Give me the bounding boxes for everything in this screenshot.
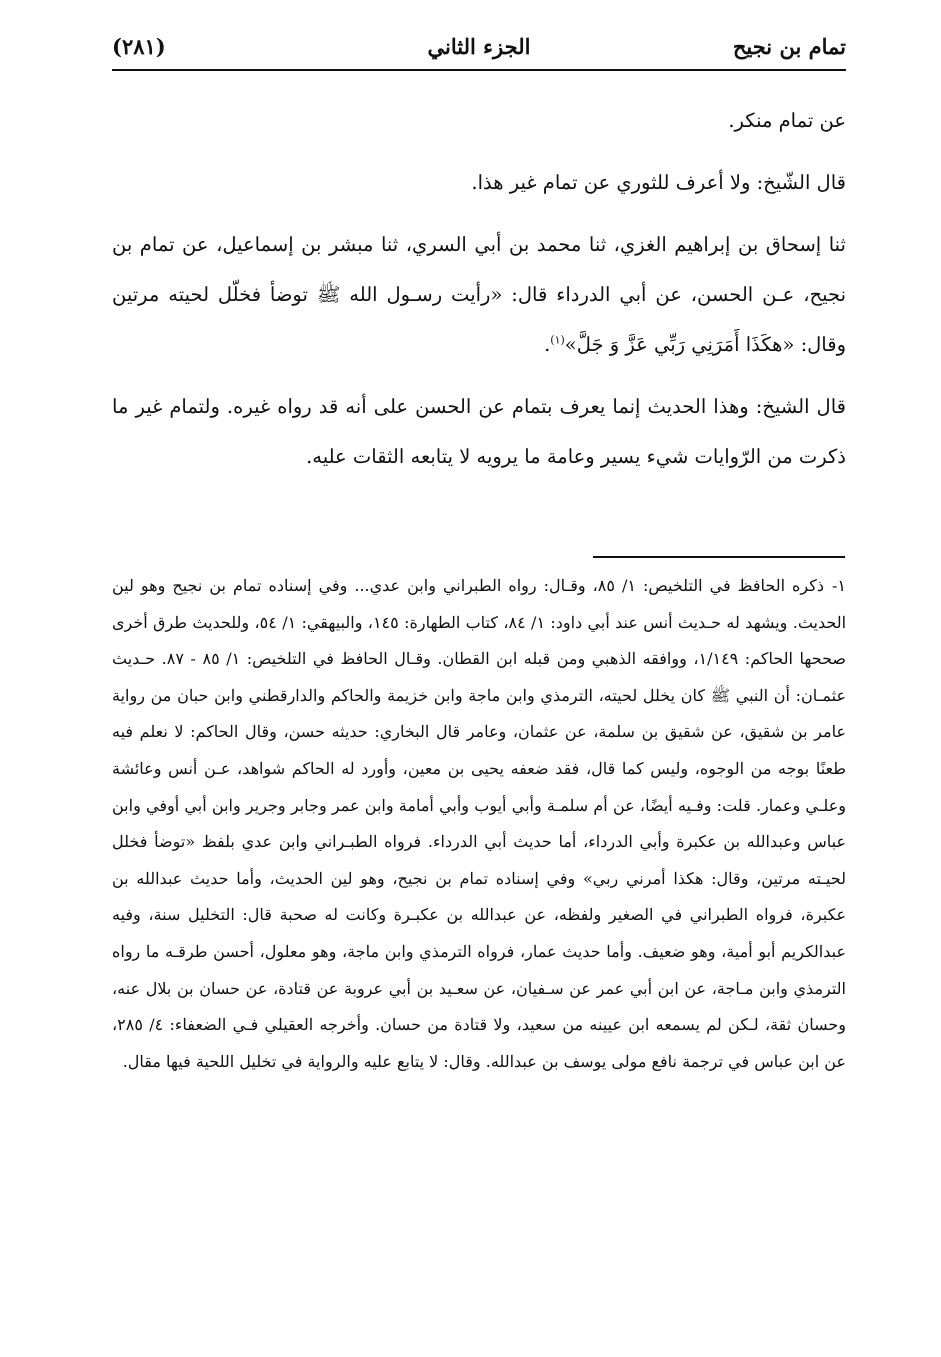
header-divider (112, 69, 846, 71)
footnote-text: ذكره الحافظ في التلخيص: ١/ ٨٥، وقـال: رواه الطبراني وابن عدي... وفي إسناده تمام بن نجيح وهو لين الحديث. ويشهد له حـديث أنس عند أبي داود: ١/ ٨٤، كتاب الطهارة: ١٤٥، والبيهقي: ١/ ٥٤، وللحديث طرق أخرى صححها الحاكم: ١/١٤٩، ووافقه الذهبي ومن قبله ابن القطان. وقـال الحافظ في التلخيص: ١/ ٨٥ - ٨٧. حـديث عثمـان: أن النبي ﷺ كان يخلل لحيته، الترمذي وابن ماجة وابن خزيمة والحاكم والدارقطني وابن حبان من رواية عامر بن شقيق، عن شقيق بن سلمة، عن عثمان، وعامر قال البخاري: حديثه حسن، وقال الحاكم: لا نعلم فيه طعنًا بوجه من الوجوه، وليس كما قال، فقد ضعفه يحيى بن معين، وأورد له الحاكم شواهد، عـن أنس وعائشة وعلـي وعمار. قلت: وفـيه أيضًا، عن أم سلمـة وأبي أيوب وأبي أمامة وابن عمر وجابر وجرير وابن أبي أوفي وابن عباس وعبدالله بن عكبرة وأبي الدرداء، أما حديث أبي الدرداء. فرواه الطبـراني وابن عدي بلفظ «توضأ فخلل لحيـته مرتين، وقال: هكذا أمرني ربي» وفي إسناده تمام بن نجيح، وهو لين الحديث، وأما حديث عبدالله بن عكبرة، فرواه الطبراني في الصغير ولفظه، عن عبدالله بن عكبـرة وكانت له صحبة قال: التخليل سنة، وفيه عبدالكريم أبو أمية، وهو ضعيف. وأما حديث عمار، فرواه الترمذي وابن ماجة، وهو معلول، أحسن طرقـه ما رواه الترمذي وابن مـاجة، عن ابن أبي عمر عن سـفيان، عن سعـيد بن أبي عروبة عن قتادة، عن حسان بن بلال عنه، وحسان ثقة، لـكن لم يسمعه ابن عيينه من سعيد، ولا قتادة من حسان. وأخرجه العقيلي فـي الضعفاء: ٤/ ٢٨٥، عن ابن عباس في ترجمة نافع مولى يوسف بن عبدالله. وقال: لا يتابع عليه والرواية في تخليل اللحية فيها مقال. (112, 576, 847, 1071)
footnotes (112, 568, 846, 1080)
header-author: تمام بن نجيح (732, 34, 846, 59)
page-number: (٢٨١) (112, 34, 166, 59)
paragraph-3-end: . (544, 333, 551, 356)
paragraph-3-text: ثنا إسحاق بن إبراهيم الغزي، ثنا محمد بن أبي السري، ثنا مبشر بن إسماعيل، عن تمام بن نجيح، عـن الحسن، عن أبي الدرداء قال: «رأيت رسـول الله ﷺ توضأ فخلّل لحيته مرتين وقال: «هكَذَا أَمَرَنِي رَبِّي عَزَّ وَ جَلَّ» (112, 233, 846, 356)
footnote-item (112, 568, 846, 1080)
running-header (112, 30, 846, 70)
footnote-number: ١- (832, 576, 846, 595)
paragraph-3 (112, 220, 846, 370)
header-part: الجزء الثاني (427, 34, 531, 59)
paragraph-1: عن تمام منكر. (728, 109, 846, 132)
footnote-divider (593, 556, 845, 558)
paragraph-4: قال الشيخ: وهذا الحديث إنما يعرف بتمام عن الحسن على أنه قد رواه غيره. ولتمام غير ما ذكرت من الرّوايات شيء يسير وعامة ما يرويه لا يتابعه الثقات عليه. (112, 395, 846, 468)
paragraph-2: قال الشّيخ: ولا أعرف للثوري عن تمام غير هذا. (471, 171, 846, 194)
main-text (112, 96, 846, 494)
footnote-marker: (١) (550, 333, 565, 347)
